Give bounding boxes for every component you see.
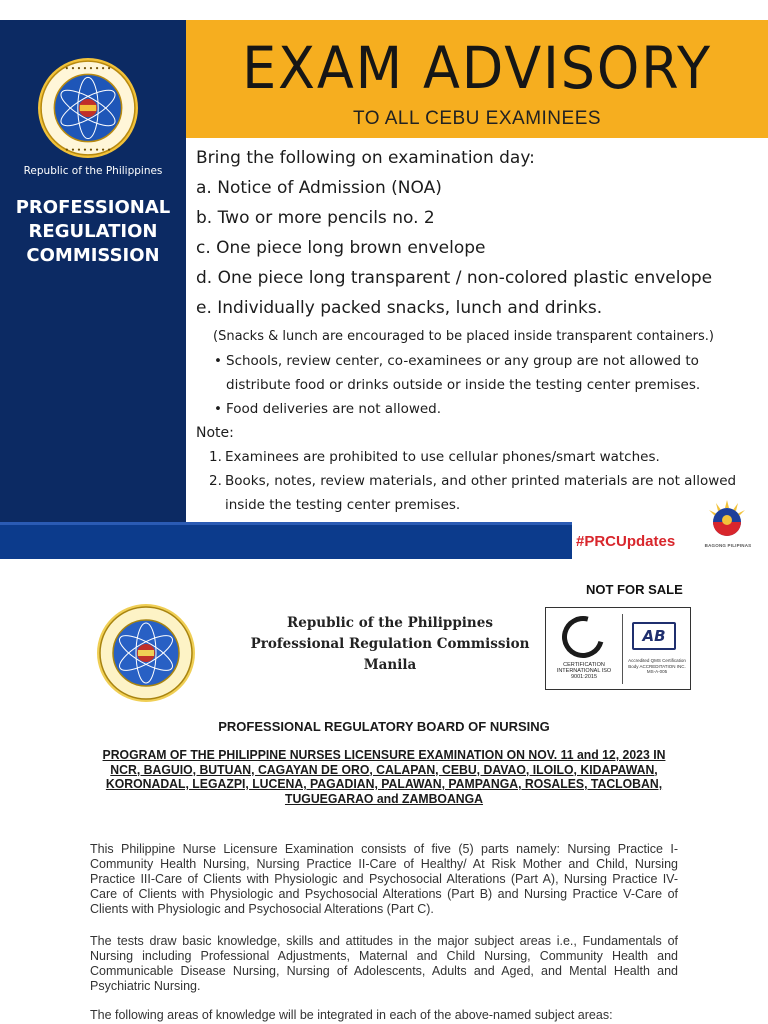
certification-ring-icon [554,608,611,665]
bullet-item: • Schools, review center, co-examinees or any group are not allowed to distribute food or drinks outside or inside the testing center premises. [214,353,701,393]
prc-seal-icon [94,603,198,703]
government-header [230,613,550,676]
bullet-text: Schools, review center, co-examinees or any group are not allowed to distribute food or drinks outside or inside the testing center premises. [226,353,701,393]
snack-note: (Snacks & lunch are encouraged to be placed inside transparent containers.) [213,329,714,344]
not-for-sale-label: NOT FOR SALE [586,582,683,597]
sidebar-country-text: Republic of the Philippines [23,165,163,177]
ab-accreditation-mark: AB [632,622,676,650]
note-number: 1. [209,449,222,465]
body-paragraph: The following areas of knowledge will be integrated in each of the above-named subject areas: [90,1008,613,1022]
gov-header-line: Manila [363,657,417,673]
cert-divider [622,614,623,684]
program-title: PROGRAM OF THE PHILIPPINE NURSES LICENSURE EXAMINATION ON NOV. 11 and 12, 2023 IN NCR, BAGUIO, BUTUAN, CAGAYAN DE ORO, CALAPAN, CEBU, DAVAO, ILOILO, KIDAPAWAN, KORONADAL, LEGAZPI, LUCENA, PAGADIAN, PALAWAN, PAMPANGA, ROSALES, TACLOBAN, TUGUEGARAO and ZAMBOANGA [102,748,666,806]
iso-certification-badge [545,607,691,690]
requirement-item: e. Individually packed snacks, lunch and drinks. [196,298,603,318]
advisory-subtitle: TO ALL CEBU EXAMINEES [352,108,602,129]
svg-text:• • • • • • • •: • • • • • • • • [64,146,112,154]
requirement-item: d. One piece long transparent / non-colored plastic envelope [196,268,713,288]
advisory-banner [186,20,768,138]
note-label: Note: [196,425,234,441]
note-text: Books, notes, review materials, and other printed materials are not allowed inside the testing center premises. [225,473,737,513]
bagong-pilipinas-caption: BAGONG PILIPINAS [704,543,752,548]
prc-updates-hashtag: #PRCUpdates [576,533,676,550]
requirement-item: c. One piece long brown envelope [196,238,486,258]
top-strip [0,0,768,20]
prc-seal-icon [37,57,139,159]
note-text: Examinees are prohibited to use cellular phones/smart watches. [225,449,660,465]
note-item [196,445,756,469]
body-paragraph: This Philippine Nurse Licensure Examination consists of five (5) parts namely: Nursing Practice I-Community Health Nursing, Nursing Practice II-Care of Healthy/ At Risk Mother and Child, Nursing Practice III-Care of Clients with Physiologic and Psychosocial Alterations (Part A), Nursing Practice IV-Care of Clients with Physiologic and Psychosocial Alterations (Part B) and Nursing Practice V-Care of Clients with Physiologic and Psychosocial Alterations (Part C). [90,842,678,916]
advisory-bottom-bar [0,522,572,559]
body-paragraph: The tests draw basic knowledge, skills and attitudes in the major subject areas i.e., Fundamentals of Nursing including Professional Adjustments, Maternal and Child Nursing, Community Health and Communicable Disease Nursing, Nursing of Adolescents, Adults and Aged, and Mental Health and Psychiatric Nursing. [90,934,678,993]
advisory-body [196,143,756,517]
bullet-item: • Food deliveries are not allowed. [214,401,442,417]
cert-right-text: Accredited QMS Certification Body ACCREDITATION INC. MS-A-005 [628,658,686,674]
svg-text:• • • • • • • •: • • • • • • • • [64,65,112,73]
requirement-item: b. Two or more pencils no. 2 [196,208,435,228]
sidebar-agency-name: PROFESSIONAL REGULATION COMMISSION [15,197,171,266]
exam-program-document [0,565,768,1024]
advisory-intro: Bring the following on examination day: [196,148,535,168]
gov-header-line: Republic of the Philippines [287,615,493,631]
gov-header-line: Professional Regulation Commission [250,636,530,652]
bullet-text: Food deliveries are not allowed. [226,401,442,417]
note-item [196,469,756,517]
advisory-title: EXAM ADVISORY [242,34,712,102]
cert-left-text: CERTIFICATION INTERNATIONAL ISO 9001:2015 [556,662,612,680]
board-title: PROFESSIONAL REGULATORY BOARD OF NURSING [218,719,550,734]
bagong-pilipinas-logo-icon [702,498,752,538]
requirement-item: a. Notice of Admission (NOA) [196,178,442,198]
note-number: 2. [209,473,222,489]
